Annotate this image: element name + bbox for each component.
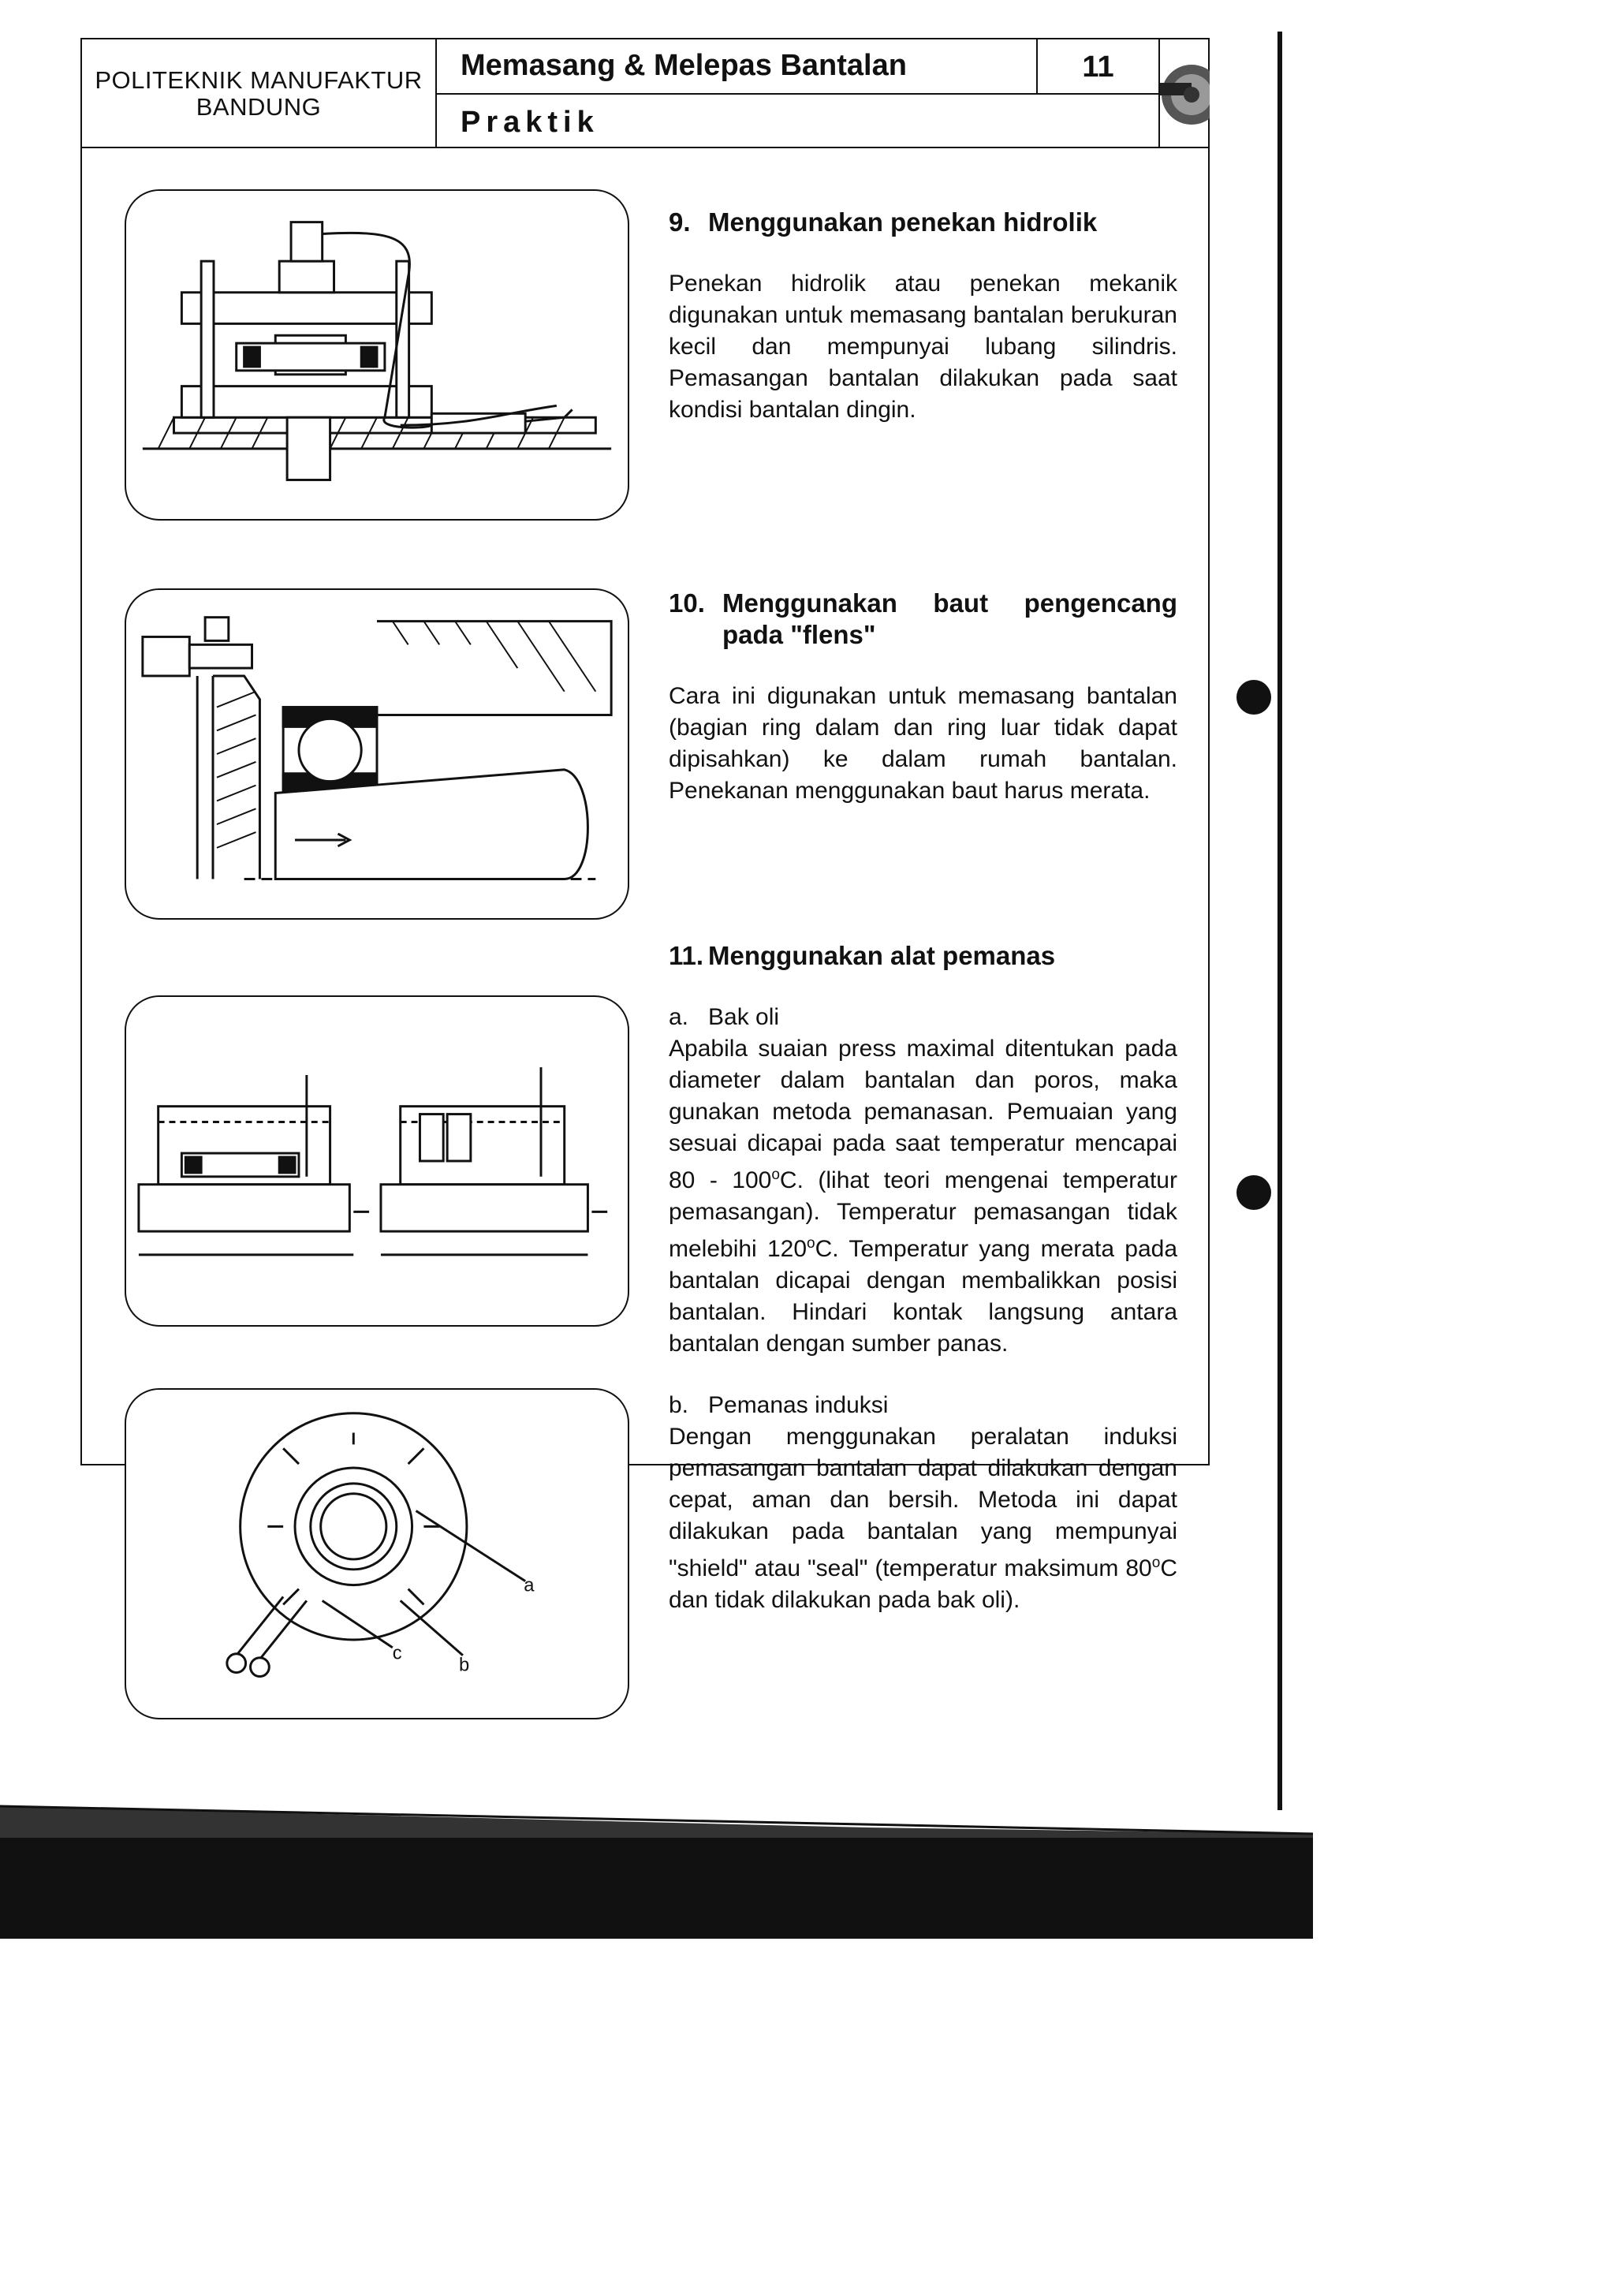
subsection-a-title: Bak oli [708,1004,780,1030]
flange-bolts-illustration [126,590,628,918]
induction-heater-illustration [126,1390,628,1718]
subsection-a-body [669,1033,1177,1360]
subsection-b-body [669,1421,1177,1616]
subsection-a-body-part-2: C. (lihat teori mengenai temperatur pemasangan). Temperatur pemasangan tidak melebihi 120 [669,1167,1177,1262]
binder-hole-top [1236,680,1271,715]
subsection-b-body-part-2: C dan tidak dilakukan pada bak oli). [669,1555,1177,1613]
figure-hydraulic-press [125,189,629,521]
institution-line-2: BANDUNG [196,93,322,121]
induction-label-c: c [392,1642,402,1664]
institution-name [82,39,437,148]
binder-hole-bottom [1236,1175,1271,1210]
figure-flange-bolts [125,588,629,920]
section-11-number: 11. [669,941,704,970]
section-10-title-text: Menggunakan baut pengencang pada "flens" [722,588,1177,649]
page-number: 11 [1036,39,1158,95]
section-11-title-text: Menggunakan alat pemanas [708,941,1056,970]
section-10-body: Cara ini digunakan untuk memasang bantalan (bagian ring dalam dan ring luar tidak dapat dipisahkan) ke dalam rumah bantalan. Penekanan menggunakan baut harus merata. [669,683,1177,804]
section-9-number: 9. [669,207,691,237]
degree-symbol-3: o [1151,1555,1161,1571]
section-11 [669,940,1177,1616]
section-10 [669,588,1177,807]
subsection-b-heading [669,1390,1177,1421]
section-9-title [669,207,1177,238]
document-title: Memasang & Melepas Bantalan [461,49,907,82]
subsection-a-heading [669,1002,1177,1033]
subsection-b-label: b. [669,1392,689,1418]
hydraulic-press-illustration [126,191,628,519]
scan-black-bar [0,1838,1313,1939]
figure-induction-heater [125,1388,629,1719]
subsection-b-title: Pemanas induksi [708,1392,889,1418]
section-11-title [669,940,1177,972]
degree-symbol-2: o [807,1235,815,1252]
institution-line-1: POLITEKNIK MANUFAKTUR [95,66,423,94]
section-10-number: 10. [669,588,705,618]
document-subtitle: Praktik [461,106,599,139]
section-9-body: Penekan hidrolik atau penekan mekanik digunakan untuk memasang bantalan berukuran kecil dan mempunyai lubang silindris. Pemasangan bantalan dilakukan pada saat kondisi bantalan dingin. [669,271,1177,423]
degree-symbol-1: o [771,1167,780,1183]
document-title-cell [437,39,1036,95]
subsection-a-label: a. [669,1004,689,1030]
document-subtitle-cell [437,95,1158,148]
subsection-b-body-part-1: Dengan menggunakan peralatan induksi pemasangan bantalan dapat dilakukan dengan cepat, aman dan bersih. Metoda ini dapat dilakukan pada bantalan yang mempunyai "shield" atau "seal" (temperatur maksimum 80 [669,1424,1177,1581]
induction-label-a: a [524,1574,535,1596]
induction-label-b: b [459,1654,470,1676]
page-header [80,38,1210,148]
section-9-title-text: Menggunakan penekan hidrolik [708,207,1098,237]
section-9 [669,207,1177,426]
subsection-a-body-part-1: Apabila suaian press maximal ditentukan pada diameter dalam bantalan dan poros, maka gunakan metoda pemanasan. Pemuaian yang sesuai dicapai pada saat temperatur mencapai 80 - 100 [669,1036,1177,1193]
scan-margin-line [1277,32,1282,1810]
figure-oil-bath [125,995,629,1327]
subsection-a-body-part-3: C. Temperatur yang merata pada bantalan dicapai dengan membalikkan posisi bantalan. Hindari kontak langsung antara bantalan dengan sumber panas. [669,1236,1177,1357]
bearing-logo-icon [1158,39,1208,148]
oil-bath-illustration [126,997,628,1325]
section-10-title [669,588,1177,651]
scan-edge-noise [0,1802,1313,1838]
